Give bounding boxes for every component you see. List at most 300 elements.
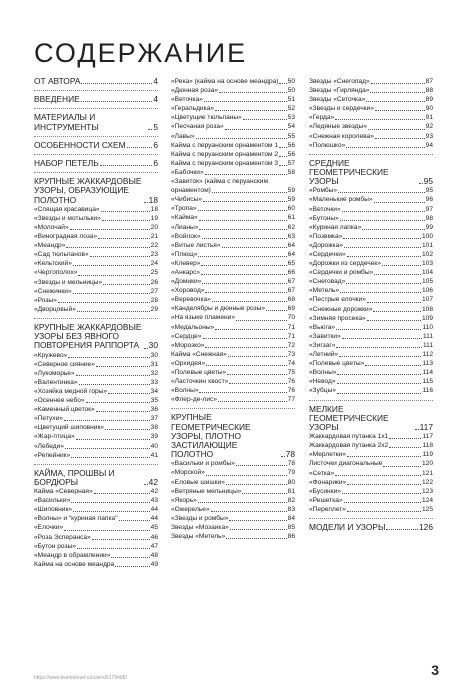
toc-entry [171, 377, 295, 386]
toc-entry-page: 21 [150, 233, 158, 241]
section-divider [34, 318, 158, 319]
toc-entry-page: 48 [150, 551, 158, 559]
toc-entry-page: 98 [425, 214, 433, 222]
toc-entry-page: 105 [421, 278, 433, 286]
toc-entry-title: Жаккардовая путанка 1x1 [309, 433, 389, 441]
dot-leader [281, 456, 285, 457]
toc-entry [34, 560, 158, 569]
toc-entry-page: 118 [422, 442, 433, 450]
toc-entry-page: 95 [425, 187, 433, 195]
toc-section [34, 108, 158, 131]
toc-entry [34, 223, 158, 232]
toc-entry-title: «Лукоморье» [34, 369, 75, 377]
toc-entry [171, 104, 295, 113]
dot-leader [229, 383, 286, 384]
toc-entry-page: 115 [422, 378, 433, 386]
dot-leader [386, 529, 418, 530]
toc-entry-page: 90 [425, 105, 433, 113]
toc-entry-page: 106 [421, 287, 433, 295]
dot-leader [96, 366, 150, 367]
toc-entry-page: 36 [150, 406, 158, 414]
dot-leader [389, 438, 421, 439]
toc-entry [309, 77, 433, 86]
toc-entry [34, 259, 158, 268]
toc-entry [309, 469, 433, 478]
toc-entry-title: «Васильки и ромбы» [171, 460, 235, 468]
toc-entry-title: «Сердечки и ромбы» [309, 269, 374, 277]
toc-entry [171, 313, 295, 322]
dot-leader [81, 83, 152, 84]
toc-section [309, 77, 433, 150]
dot-leader [203, 201, 287, 202]
toc-entry [34, 214, 158, 223]
toc-entry [309, 214, 433, 223]
toc-entry [34, 387, 158, 396]
section-page-number: 117 [419, 421, 433, 432]
toc-entry [171, 223, 295, 232]
toc-entry [309, 341, 433, 350]
toc-entry-page: 67 [287, 287, 295, 295]
toc-entry-title: «Бутон розы» [34, 542, 76, 550]
dot-leader [375, 110, 425, 111]
toc-entry-title: «Осеннее небо» [34, 397, 85, 405]
dot-leader [346, 283, 421, 284]
section-heading-text: ВВЕДЕНИЕ [34, 94, 80, 105]
toc-entry-page: 123 [421, 487, 433, 495]
toc-entry [34, 432, 158, 441]
toc-entry-title: «Домики» [171, 278, 202, 286]
toc-entry-title: «Орхидея» [171, 359, 206, 367]
toc-entry [309, 323, 433, 332]
toc-entry-page: 66 [287, 268, 295, 276]
toc-entry [171, 468, 295, 477]
toc-entry-title: Звезды «Гирлянда» [309, 87, 370, 95]
toc-entry-page: 34 [150, 387, 158, 395]
dot-leader [111, 557, 149, 558]
toc-entry [34, 378, 158, 387]
toc-entry-page: 85 [287, 524, 295, 532]
toc-entry-page: 79 [287, 469, 295, 477]
dot-leader [367, 320, 421, 321]
toc-entry [34, 487, 158, 496]
toc-entry-page: 62 [287, 223, 295, 231]
toc-entry-page: 60 [287, 205, 295, 213]
toc-entry-page: 33 [150, 378, 158, 386]
toc-entry-title: «Река» (кайма на основе меандра) [171, 78, 279, 85]
dot-leader [68, 357, 149, 358]
toc-entry-page: 114 [422, 369, 433, 377]
dot-leader [419, 183, 423, 184]
dot-leader [266, 310, 287, 311]
toc-entry-page: 96 [425, 196, 433, 204]
toc-entry-title: «Маленькие ромбы» [309, 196, 373, 204]
toc-entry-page: 111 [422, 332, 433, 340]
source-url: https://www.liveinternet.ru/users/5179405/ [34, 675, 127, 681]
toc-entry-page: 75 [287, 369, 295, 376]
dot-leader [102, 220, 150, 221]
toc-entry [34, 551, 158, 560]
toc-section-heading [34, 95, 158, 104]
toc-entry-page: 109 [421, 314, 433, 322]
toc-entry-title: «Звезды и мельницы» [34, 278, 103, 286]
toc-entry [171, 386, 295, 395]
toc-entry-title: «Ледяные звезды» [309, 123, 367, 131]
toc-entry-title: «Молочай» [34, 224, 69, 232]
toc-entry-page: 41 [150, 451, 158, 459]
dot-leader [73, 265, 150, 266]
toc-entry [171, 395, 295, 404]
toc-entry [309, 450, 433, 459]
toc-entry [171, 241, 295, 250]
toc-entry-page: 93 [425, 132, 433, 140]
dot-leader [205, 347, 286, 348]
dot-leader [230, 529, 287, 530]
dot-leader [77, 311, 150, 312]
toc-entry [171, 141, 295, 150]
toc-entry [309, 432, 433, 441]
dot-leader [199, 220, 287, 221]
toc-entry [171, 332, 295, 341]
toc-entry-title: «Хозяйка медной горы» [34, 387, 108, 395]
toc-entry-title: «Бусинки» [309, 487, 341, 495]
toc-entry-page: 51 [287, 96, 295, 104]
toc-entry [171, 168, 295, 177]
toc-entry-title: «Снежные дорожки» [309, 305, 373, 313]
toc-entry-title: «Медальоны» [171, 323, 215, 331]
toc-entry [309, 205, 433, 214]
dot-leader [219, 92, 287, 93]
dot-leader [78, 275, 149, 276]
toc-entry-page: 69 [287, 305, 295, 313]
toc-entry-title: «Веточки» [309, 205, 341, 213]
toc-entry-title: «Герда» [309, 114, 335, 122]
toc-entry [309, 305, 433, 314]
dot-leader [218, 401, 287, 402]
toc-entry-page: 53 [287, 114, 295, 122]
toc-entry-title: «Ромбы» [309, 187, 338, 195]
toc-entry [34, 250, 158, 259]
toc-entry [309, 122, 433, 131]
section-page-number: 6 [153, 139, 158, 150]
toc-entry-page: 113 [422, 360, 433, 368]
toc-entry [309, 268, 433, 277]
toc-entry [34, 369, 158, 378]
toc-entry [309, 195, 433, 204]
toc-entry-title: «Меандр в обрамлении» [34, 551, 111, 559]
toc-entry-page: 71 [287, 332, 295, 340]
toc-entry-title: «Бутоны» [309, 214, 339, 222]
dot-leader [71, 457, 149, 458]
toc-entry-title: «Дорожки из сердечек» [309, 260, 381, 268]
toc-entry-title: «Кайма» [171, 214, 198, 222]
dot-leader [201, 274, 287, 275]
toc-entry-page: 67 [287, 278, 295, 286]
toc-entry-title: «Плющ» [171, 250, 198, 258]
toc-entry-page: 54 [287, 123, 295, 131]
dot-leader [144, 484, 148, 485]
toc-entry-title: «Волны» [171, 387, 199, 395]
toc-entry-title: «Завиток» (кайма с перуанским [171, 178, 268, 186]
dot-leader [90, 256, 150, 257]
toc-entry-title: «Снеговад» [309, 278, 346, 286]
toc-entry-title: «Песчаная роза» [171, 123, 224, 131]
toc-section [309, 154, 433, 396]
toc-entry [34, 442, 158, 451]
toc-entry [309, 332, 433, 341]
toc-section-heading [309, 523, 433, 532]
toc-entry [309, 95, 433, 104]
toc-entry-page: 59 [287, 196, 295, 204]
toc-entry-title: «Дюнная роза» [171, 87, 219, 95]
toc-entry-title: «Пестрые елочки» [309, 296, 366, 304]
dot-leader [347, 511, 421, 512]
dot-leader [86, 402, 150, 403]
dot-leader [199, 229, 286, 230]
toc-entry-page: 73 [287, 350, 295, 358]
dot-leader [73, 511, 150, 512]
toc-entry-title: «Бабочки» [171, 168, 204, 176]
section-heading-text: ОСОБЕННОСТИ СХЕМ [34, 139, 126, 150]
toc-entry-title: «Полевые цветы» [171, 369, 227, 376]
toc-entry-page: 71 [287, 323, 295, 331]
toc-entry-title: «Морской» [171, 469, 205, 477]
toc-entry-title: «Ожерелье» [171, 505, 210, 513]
toc-entry-title: «Елочки» [34, 524, 64, 532]
toc-entry [171, 95, 295, 104]
toc-entry [171, 186, 295, 195]
toc-entry [309, 277, 433, 286]
toc-entry [309, 368, 433, 377]
toc-entry [34, 396, 158, 405]
dot-leader [336, 347, 422, 348]
toc-entry [34, 533, 158, 542]
dot-leader [335, 475, 421, 476]
dot-leader [389, 447, 421, 448]
toc-entry [34, 423, 158, 432]
toc-entry [34, 268, 158, 277]
toc-entry-title: Кайма «Снежная» [171, 350, 227, 358]
toc-section-heading [34, 177, 158, 205]
toc-section [171, 408, 295, 541]
toc-entry [171, 359, 295, 368]
dot-leader [373, 311, 421, 312]
toc-section-heading [309, 405, 433, 433]
dot-leader [366, 101, 424, 102]
toc-entry [34, 296, 158, 305]
section-page-number: 5 [153, 121, 158, 132]
dot-leader [94, 493, 150, 494]
toc-entry-page: 19 [150, 214, 158, 222]
toc-entry-page: 82 [287, 496, 295, 504]
toc-entry-page: 104 [421, 269, 433, 277]
toc-entry [309, 350, 433, 359]
toc-entry [171, 487, 295, 496]
toc-entry [171, 323, 295, 332]
toc-entry [34, 523, 158, 532]
dot-leader [347, 456, 422, 457]
dot-leader [229, 520, 286, 521]
dot-leader [226, 538, 286, 539]
toc-entry-title: «Витые листья» [171, 241, 221, 249]
toc-entry [34, 205, 158, 214]
toc-entry-page: 94 [425, 141, 433, 149]
dot-leader [340, 220, 425, 221]
toc-entry [309, 104, 433, 113]
toc-entry-title: «Снежная королева» [309, 132, 374, 140]
toc-entry-title: Звезды «Метель» [171, 533, 226, 541]
toc-entry-page: 76 [287, 387, 295, 395]
toc-entry-page: 64 [287, 241, 295, 249]
dot-leader [103, 284, 149, 285]
dot-leader [365, 365, 421, 366]
toc-entry-page: 100 [421, 232, 433, 240]
toc-entry [171, 150, 295, 159]
toc-entry-title: «Веревочка» [171, 296, 211, 304]
toc-entry [34, 287, 158, 296]
dot-leader [340, 292, 421, 293]
toc-entry [171, 268, 295, 277]
dot-leader [206, 365, 287, 366]
dot-leader [415, 429, 419, 430]
dot-leader [144, 348, 148, 349]
toc-entry-page: 117 [422, 433, 433, 441]
section-heading-text: ОТ АВТОРА [34, 76, 81, 86]
dot-leader [105, 429, 150, 430]
toc-entry-page: 76 [287, 378, 295, 386]
toc-entry-title: «Цветущие тюльпаны» [171, 114, 242, 122]
dot-leader [375, 138, 425, 139]
toc-section [34, 154, 158, 168]
toc-entry-title: «Тропа» [171, 205, 197, 213]
toc-entry-title: Жаккардовая путанка 2x2 [309, 442, 389, 450]
toc-entry-page: 25 [150, 269, 158, 277]
toc-column-3 [309, 77, 433, 532]
dot-leader [202, 283, 286, 284]
toc-entry [309, 132, 433, 141]
toc-entry [171, 304, 295, 313]
toc-entry [309, 286, 433, 295]
section-page-number: 95 [423, 176, 433, 187]
toc-entry-page: 83 [287, 505, 295, 513]
section-heading-text: КРУПНЫЕ ГЕОМЕТРИЧЕСКИЕ УЗОРЫ, ПЛОТНО ЗАСТИЛАЮЩИЕ ПОЛОТНО [171, 412, 251, 460]
toc-entry-page: 31 [150, 360, 158, 368]
dot-leader [202, 238, 287, 239]
toc-entry [309, 314, 433, 323]
section-divider [34, 90, 158, 91]
toc-section-heading [34, 469, 158, 487]
toc-entry-title: «Дорожка» [309, 241, 343, 249]
dot-leader [337, 383, 422, 384]
toc-entry [171, 505, 295, 514]
dot-leader [204, 101, 287, 102]
dot-leader [344, 247, 421, 248]
toc-entry-title: «Цветущий шиповник» [34, 424, 105, 432]
toc-entry [34, 405, 158, 414]
dot-leader [96, 411, 150, 412]
toc-entry [171, 195, 295, 204]
dot-leader [77, 548, 150, 549]
dot-leader [279, 83, 286, 84]
toc-entry-page: 68 [287, 296, 295, 304]
toc-entry-title: «Чертополох» [34, 269, 78, 277]
dot-leader [339, 356, 421, 357]
toc-entry-title: «Полевые цветы» [309, 360, 365, 368]
toc-entry-title: «Канделябры и дюнные розы» [171, 305, 266, 313]
toc-section-heading [34, 77, 158, 86]
toc-entry-title: «Анкарс» [171, 268, 201, 276]
toc-entry [171, 86, 295, 95]
toc-entry-page: 37 [150, 415, 158, 423]
toc-section [34, 464, 158, 569]
dot-leader [64, 420, 150, 421]
toc-entry-title: «Виноградная лоза» [34, 233, 98, 241]
dot-leader [92, 539, 150, 540]
toc-entry-page: 97 [425, 205, 433, 213]
toc-entry [171, 204, 295, 213]
toc-entry-title: «Репейник» [34, 451, 71, 459]
toc-entry [171, 295, 295, 304]
toc-entry-title: «Якорь» [171, 496, 197, 504]
dot-leader [367, 302, 421, 303]
toc-entry [171, 514, 295, 523]
toc-entry-page: 80 [287, 478, 295, 486]
toc-section-heading [171, 413, 295, 459]
section-page-number: 42 [148, 476, 158, 487]
dot-leader [198, 256, 286, 257]
toc-entry-page: 121 [421, 469, 433, 477]
dot-leader [383, 466, 421, 467]
dot-leader [335, 119, 424, 120]
toc-entry-title: орнаментом) [171, 187, 211, 195]
section-divider [309, 518, 433, 519]
toc-entry-page: 74 [287, 359, 295, 367]
toc-entry-page: 112 [422, 351, 433, 359]
toc-entry-title: «Фонарики» [309, 478, 347, 486]
dot-leader [203, 338, 287, 339]
dot-leader [201, 265, 286, 266]
dot-leader [371, 83, 425, 84]
toc-entry-page: 101 [421, 241, 433, 249]
section-divider [34, 136, 158, 137]
toc-entry-title: «Волны» и "куриная лапка" [34, 515, 118, 523]
toc-entry-title: «Ласточкин хвост» [171, 378, 229, 386]
toc-entry [309, 478, 433, 487]
toc-entry-page: 99 [425, 223, 433, 231]
dot-leader [243, 119, 287, 120]
toc-entry [34, 351, 158, 360]
toc-entry [309, 441, 433, 450]
toc-entry-title: «Летний» [309, 351, 339, 359]
section-page-number: 78 [285, 449, 295, 460]
toc-entry-title: «Флер-де-лис» [171, 396, 218, 404]
toc-entry-page: 81 [287, 487, 295, 495]
toc-entry-title: «Лианы» [171, 223, 199, 231]
toc-entry-page: 87 [425, 78, 433, 85]
dot-leader [279, 165, 287, 166]
toc-section-heading [34, 323, 158, 351]
dot-leader [101, 211, 150, 212]
toc-entry [34, 542, 158, 551]
toc-entry [309, 259, 433, 268]
toc-entry-page: 120 [421, 460, 433, 468]
toc-entry [171, 523, 295, 532]
toc-entry-title: «Сетка» [309, 469, 335, 477]
toc-section [171, 77, 295, 404]
toc-entry [309, 250, 433, 259]
dot-leader [374, 202, 425, 203]
dot-leader [279, 147, 287, 148]
section-page-number: 30 [148, 340, 158, 351]
